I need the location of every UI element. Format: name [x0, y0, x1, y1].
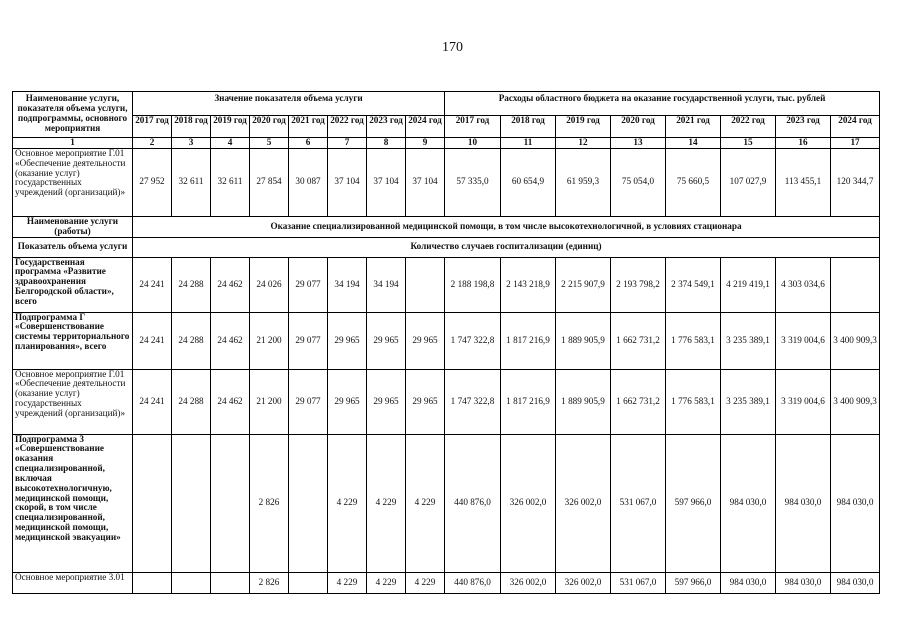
- table-row: [13, 572, 880, 593]
- value-cell: 34 194: [328, 257, 367, 312]
- value-cell: 1 817 216,9: [501, 369, 556, 434]
- value-cell: 4 229: [406, 434, 445, 572]
- value-cell: 4 303 034,6: [776, 257, 831, 312]
- expense-year-header: 2017 год: [445, 116, 501, 138]
- value-cell: 24 288: [172, 257, 211, 312]
- value-cell: 24 462: [211, 257, 250, 312]
- table-row: [13, 369, 880, 434]
- row-name-cell: Основное мероприятие Г.01 «Обеспечение деятельности (оказание услуг) государственных учреждений (организаций)»: [13, 148, 133, 216]
- table-row: [13, 148, 880, 216]
- value-cell: 1 776 583,1: [666, 312, 721, 369]
- value-cell: 61 959,3: [556, 148, 611, 216]
- indicator-row: [13, 237, 880, 257]
- volume-year-header: 2024 год: [406, 116, 445, 138]
- value-cell: 984 030,0: [831, 572, 880, 593]
- value-cell: 984 030,0: [831, 434, 880, 572]
- value-cell: 24 462: [211, 312, 250, 369]
- value-cell: 21 200: [250, 312, 289, 369]
- row-name-cell: Основное мероприятие Г.01 «Обеспечение деятельности (оказание услуг) государственных учреждений (организаций)»: [13, 369, 133, 434]
- expense-year-header: 2022 год: [721, 116, 776, 138]
- value-cell: 113 455,1: [776, 148, 831, 216]
- value-cell: 29 965: [367, 312, 406, 369]
- column-index-cell: 1: [13, 138, 133, 149]
- value-cell: 4 229: [367, 434, 406, 572]
- value-cell: 4 219 419,1: [721, 257, 776, 312]
- value-cell: [831, 257, 880, 312]
- value-cell: 1 747 322,8: [445, 312, 501, 369]
- value-cell: 1 889 905,9: [556, 312, 611, 369]
- value-cell: 3 400 909,3: [831, 369, 880, 434]
- value-cell: 29 077: [289, 312, 328, 369]
- value-cell: 75 054,0: [611, 148, 666, 216]
- row-name-cell: Подпрограмма Г «Совершенствование системы территориального планирования», всего: [13, 312, 133, 369]
- row-name-cell: Подпрограмма 3 «Совершенствование оказания специализированной, включая высокотехнологичную, медицинской помощи, скорой, в том числе специализированной, медицинской помощи, медицинской эвакуации»: [13, 434, 133, 572]
- value-cell: 326 002,0: [501, 572, 556, 593]
- value-cell: 531 067,0: [611, 434, 666, 572]
- volume-year-header: 2020 год: [250, 116, 289, 138]
- value-cell: 984 030,0: [721, 434, 776, 572]
- value-cell: 24 241: [133, 312, 172, 369]
- value-cell: 3 400 909,3: [831, 312, 880, 369]
- value-cell: 24 241: [133, 257, 172, 312]
- indicator-name-cell: Количество случаев госпитализации (единиц): [133, 237, 880, 257]
- value-cell: 29 965: [406, 312, 445, 369]
- value-cell: [406, 257, 445, 312]
- expense-year-header: 2019 год: [556, 116, 611, 138]
- value-cell: 24 241: [133, 369, 172, 434]
- value-cell: 24 026: [250, 257, 289, 312]
- value-cell: 1 776 583,1: [666, 369, 721, 434]
- value-cell: 326 002,0: [556, 572, 611, 593]
- header-row-index: [13, 138, 880, 149]
- value-cell: 4 229: [406, 572, 445, 593]
- volume-year-header: 2018 год: [172, 116, 211, 138]
- value-cell: 4 229: [328, 434, 367, 572]
- value-cell: 984 030,0: [721, 572, 776, 593]
- column-index-cell: 8: [367, 138, 406, 149]
- value-cell: [172, 572, 211, 593]
- value-cell: [289, 572, 328, 593]
- value-cell: 2 826: [250, 572, 289, 593]
- value-cell: 29 077: [289, 257, 328, 312]
- value-cell: 2 193 798,2: [611, 257, 666, 312]
- value-cell: 4 229: [367, 572, 406, 593]
- value-cell: 3 319 004,6: [776, 369, 831, 434]
- expense-year-header: 2018 год: [501, 116, 556, 138]
- value-cell: 3 319 004,6: [776, 312, 831, 369]
- value-cell: 37 104: [328, 148, 367, 216]
- value-cell: [133, 434, 172, 572]
- volume-year-header: 2017 год: [133, 116, 172, 138]
- table-row: [13, 312, 880, 369]
- service-name-cell: Оказание специализированной медицинской помощи, в том числе высокотехнологичной, в условиях стационара: [133, 216, 880, 237]
- table-row: [13, 257, 880, 312]
- budget-table: [12, 91, 880, 594]
- value-cell: 597 966,0: [666, 434, 721, 572]
- value-cell: 326 002,0: [501, 434, 556, 572]
- value-cell: 75 660,5: [666, 148, 721, 216]
- value-cell: [211, 434, 250, 572]
- value-cell: 2 143 218,9: [501, 257, 556, 312]
- value-cell: 2 374 549,1: [666, 257, 721, 312]
- expense-year-header: 2020 год: [611, 116, 666, 138]
- column-index-cell: 15: [721, 138, 776, 149]
- expense-year-header: 2023 год: [776, 116, 831, 138]
- value-cell: 1 817 216,9: [501, 312, 556, 369]
- value-cell: 32 611: [172, 148, 211, 216]
- column-index-cell: 4: [211, 138, 250, 149]
- column-index-cell: 3: [172, 138, 211, 149]
- value-cell: 21 200: [250, 369, 289, 434]
- value-cell: 34 194: [367, 257, 406, 312]
- volume-year-header: 2021 год: [289, 116, 328, 138]
- column-index-cell: 17: [831, 138, 880, 149]
- column-index-cell: 5: [250, 138, 289, 149]
- value-cell: 29 965: [328, 369, 367, 434]
- value-cell: 440 876,0: [445, 434, 501, 572]
- value-cell: 29 077: [289, 369, 328, 434]
- value-cell: 3 235 389,1: [721, 312, 776, 369]
- value-cell: 4 229: [328, 572, 367, 593]
- volume-year-header: 2022 год: [328, 116, 367, 138]
- value-cell: 2 826: [250, 434, 289, 572]
- service-label-cell: Наименование услуги (работы): [13, 216, 133, 237]
- row-name-cell: Основное мероприятие 3.01: [13, 572, 133, 593]
- value-cell: 984 030,0: [776, 572, 831, 593]
- column-index-cell: 7: [328, 138, 367, 149]
- name-column-header: Наименование услуги, показателя объема услуги, подпрограммы, основного мероприятия: [13, 92, 133, 138]
- service-row: [13, 216, 880, 237]
- value-cell: 37 104: [406, 148, 445, 216]
- column-index-cell: 10: [445, 138, 501, 149]
- value-cell: 24 462: [211, 369, 250, 434]
- row-name-cell: Государственная программа «Развитие здравоохранения Белгородской области», всего: [13, 257, 133, 312]
- value-cell: 37 104: [367, 148, 406, 216]
- header-row-groups: [13, 92, 880, 116]
- value-cell: 60 654,9: [501, 148, 556, 216]
- column-index-cell: 16: [776, 138, 831, 149]
- expense-group-header: Расходы областного бюджета на оказание государственной услуги, тыс. рублей: [445, 92, 880, 116]
- column-index-cell: 9: [406, 138, 445, 149]
- value-cell: 3 235 389,1: [721, 369, 776, 434]
- value-cell: 24 288: [172, 312, 211, 369]
- value-cell: 326 002,0: [556, 434, 611, 572]
- volume-group-header: Значение показателя объема услуги: [133, 92, 445, 116]
- value-cell: 1 662 731,2: [611, 312, 666, 369]
- value-cell: 440 876,0: [445, 572, 501, 593]
- header-row-years: [13, 116, 880, 138]
- value-cell: 29 965: [406, 369, 445, 434]
- value-cell: 2 188 198,8: [445, 257, 501, 312]
- indicator-label-cell: Показатель объема услуги: [13, 237, 133, 257]
- value-cell: [133, 572, 172, 593]
- value-cell: 30 087: [289, 148, 328, 216]
- value-cell: [172, 434, 211, 572]
- value-cell: 1 747 322,8: [445, 369, 501, 434]
- value-cell: 27 854: [250, 148, 289, 216]
- column-index-cell: 11: [501, 138, 556, 149]
- value-cell: 107 027,9: [721, 148, 776, 216]
- value-cell: 2 215 907,9: [556, 257, 611, 312]
- expense-year-header: 2021 год: [666, 116, 721, 138]
- value-cell: 27 952: [133, 148, 172, 216]
- value-cell: 1 662 731,2: [611, 369, 666, 434]
- column-index-cell: 6: [289, 138, 328, 149]
- value-cell: 120 344,7: [831, 148, 880, 216]
- volume-year-header: 2019 год: [211, 116, 250, 138]
- value-cell: 32 611: [211, 148, 250, 216]
- column-index-cell: 13: [611, 138, 666, 149]
- column-index-cell: 2: [133, 138, 172, 149]
- value-cell: 57 335,0: [445, 148, 501, 216]
- table-row: [13, 434, 880, 572]
- value-cell: 29 965: [328, 312, 367, 369]
- page-number: 170: [442, 40, 463, 55]
- value-cell: 29 965: [367, 369, 406, 434]
- value-cell: 24 288: [172, 369, 211, 434]
- value-cell: [289, 434, 328, 572]
- value-cell: 984 030,0: [776, 434, 831, 572]
- column-index-cell: 14: [666, 138, 721, 149]
- value-cell: 597 966,0: [666, 572, 721, 593]
- expense-year-header: 2024 год: [831, 116, 880, 138]
- value-cell: [211, 572, 250, 593]
- value-cell: 531 067,0: [611, 572, 666, 593]
- volume-year-header: 2023 год: [367, 116, 406, 138]
- column-index-cell: 12: [556, 138, 611, 149]
- value-cell: 1 889 905,9: [556, 369, 611, 434]
